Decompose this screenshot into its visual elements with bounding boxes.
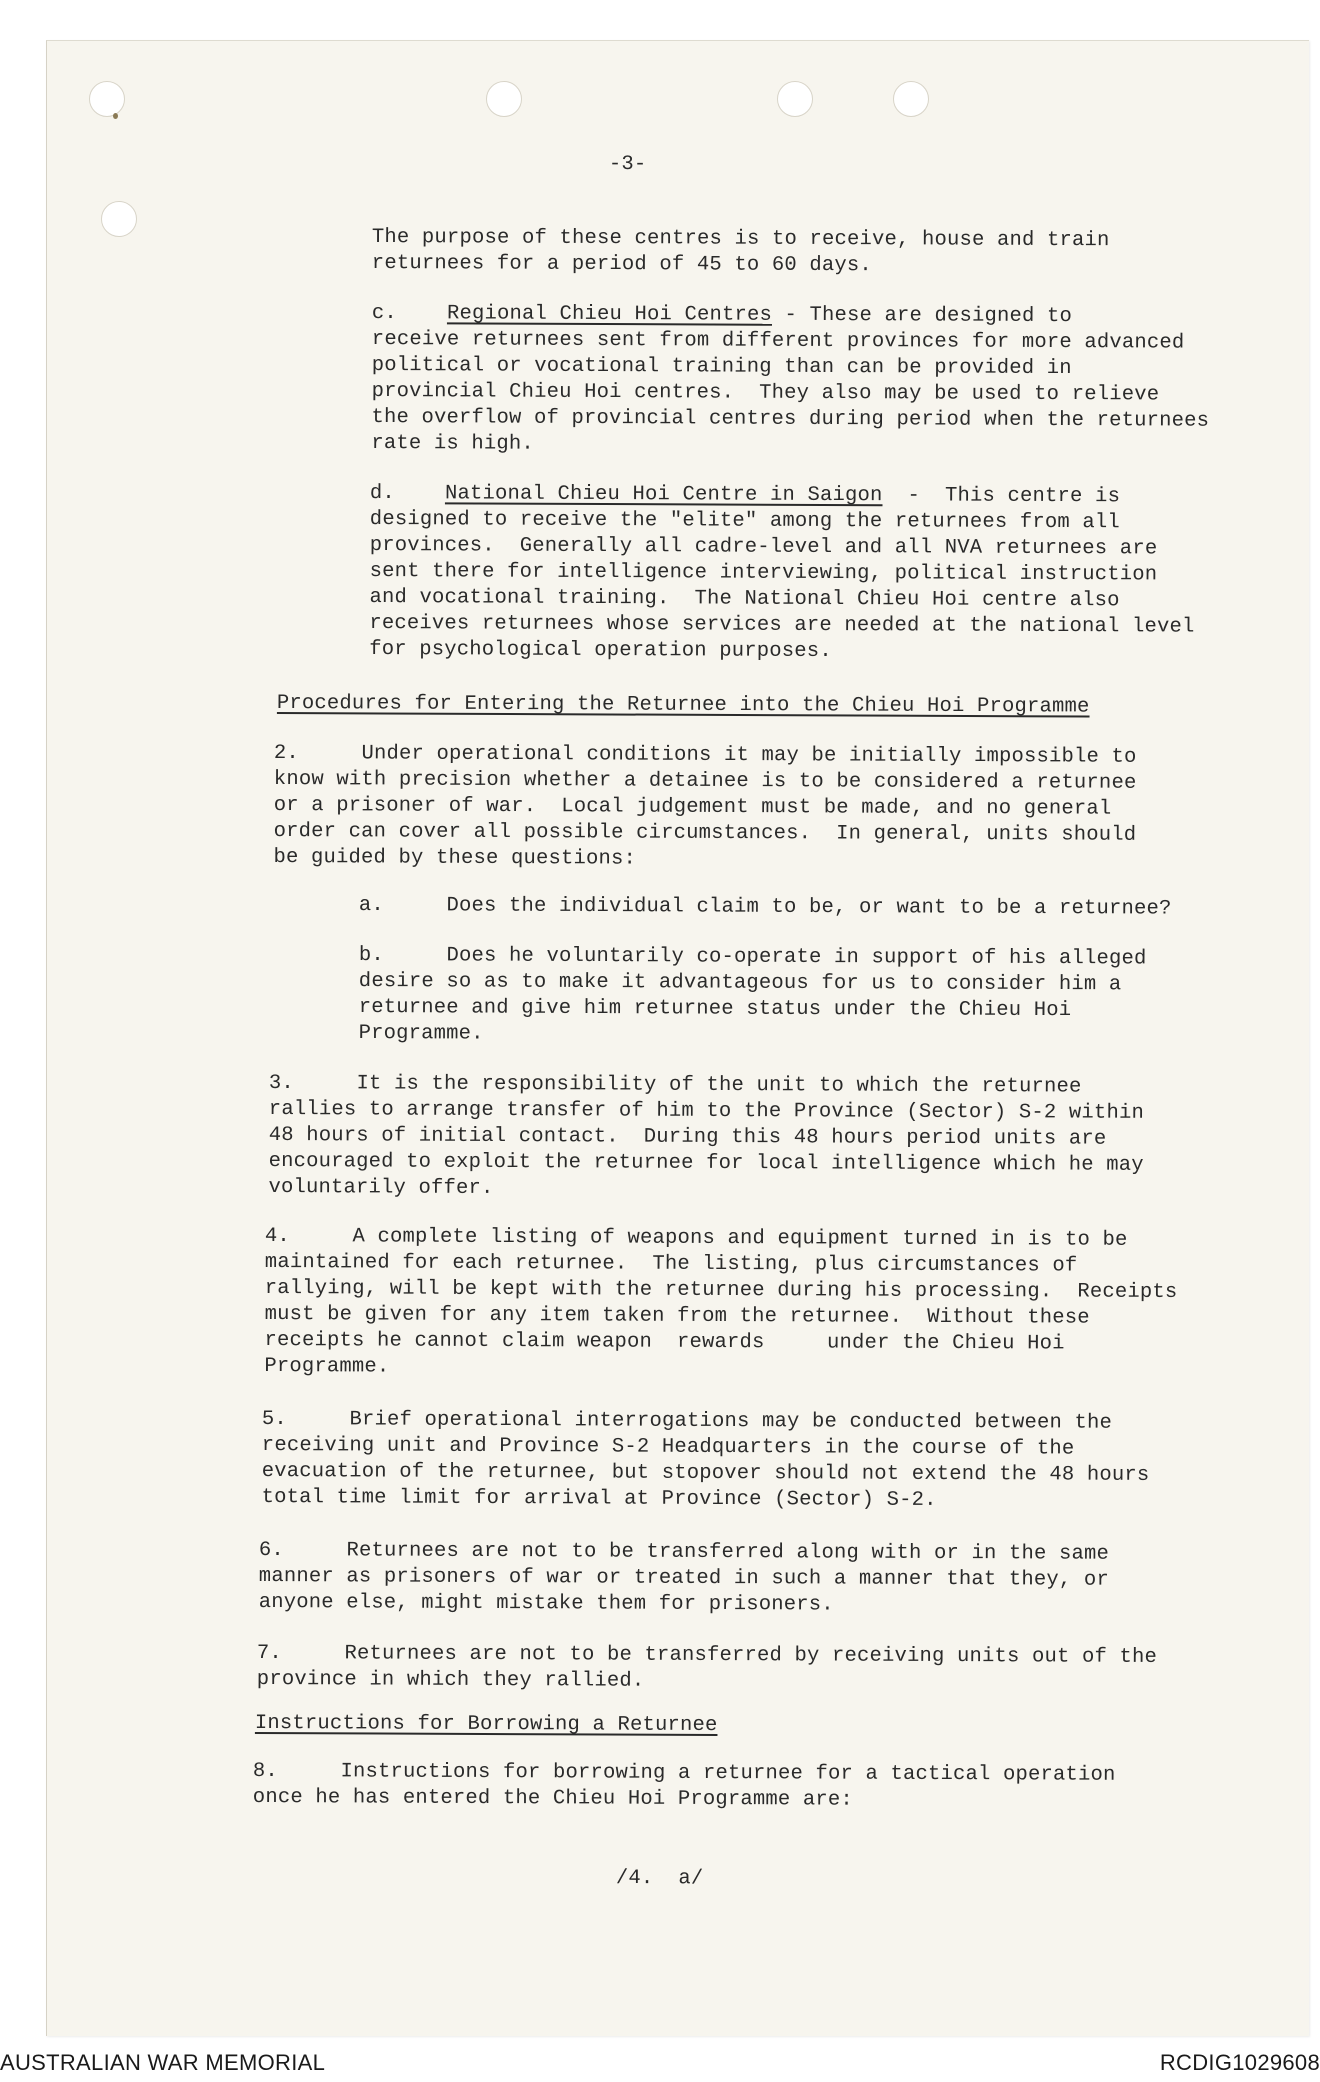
- paragraph-d: [369, 481, 1195, 667]
- paragraph-c-title: Regional Chieu Hoi Centres: [446, 302, 773, 327]
- binder-hole: [893, 81, 929, 117]
- intro-paragraph: The purpose of these centres is to receive, house and train returnees for a period of 45 to 60 days.: [371, 225, 1110, 278]
- paragraph-c: [371, 301, 1209, 461]
- paragraph-7: 7. Returnees are not to be transferred by receiving units out of the province in which they rallied.: [256, 1642, 1158, 1693]
- paragraph-2: 2. Under operational conditions it may be initially impossible to know with precision whether a detainee is to be considered a returnee or a prisoner of war. Local judgement must be made, and no general order can cover all possible circumstances. In general, units should be guided by these questions:: [273, 742, 1137, 871]
- binder-hole: [777, 81, 813, 117]
- paragraph-5: 5. Brief operational interrogations may be conducted between the receiving unit and Province S-2 Headquarters in the course of the evacuation of the returnee, but stopover should not extend the 48 hours total time limit for arrival at Province (Sector) S-2.: [261, 1408, 1150, 1512]
- paragraph-c-label: c.: [371, 302, 398, 326]
- paragraph-c-body: receive returnees sent from different provinces for more advanced political or vocational training than can be provided in provincial Chieu Hoi centres. They also may be used to relieve the overflow of provincial centres during period when the returnees rate is high.: [371, 327, 1210, 456]
- footer-reference-id: RCDIG1029608: [1159, 2050, 1320, 2075]
- section-heading-procedures: Procedures for Entering the Returnee into the Chieu Hoi Programme: [276, 692, 1090, 719]
- binder-hole: [89, 81, 125, 117]
- paragraph-2a: a. Does the individual claim to be, or want to be a returnee?: [358, 894, 1172, 921]
- binder-hole: [486, 81, 522, 117]
- paragraph-3: 3. It is the responsibility of the unit to which the returnee rallies to arrange transfer of him to the Province (Sector) S-2 within 48 hours of initial contact. During this 48 hours period units are encouraged to exploit the returnee for local intelligence which he may voluntarily offer.: [268, 1072, 1145, 1200]
- section-heading-borrowing: Instructions for Borrowing a Returnee: [254, 1712, 718, 1738]
- paragraph-d-lead: - This centre is: [882, 484, 1121, 509]
- paragraph-c-lead: - These are designed to: [771, 303, 1073, 329]
- document-page: [46, 40, 1309, 2036]
- paragraph-6: 6. Returnees are not to be transferred along with or in the same manner as prisoners of war or treated in such a manner that they, or anyone else, might mistake them for prisoners.: [258, 1539, 1110, 1617]
- paragraph-4: 4. A complete listing of weapons and equipment turned in is to be maintained for each returnee. The listing, plus circumstances of rallying, will be kept with the returnee during his processing. Receipts must be given for any item taken from the returnee. Without these receipts he cannot claim weapon rewards under the Chieu Hoi Programme.: [264, 1225, 1178, 1379]
- paragraph-d-label: d.: [369, 482, 396, 506]
- footer-source: AUSTRALIAN WAR MEMORIAL: [0, 2050, 326, 2075]
- paragraph-d-title: National Chieu Hoi Centre in Saigon: [444, 482, 883, 508]
- paragraph-d-body: designed to receive the "elite" among the returnees from all provinces. Generally all cadre-level and all NVA returnees are sent there for intelligence interviewing, political instruction and vocational training. The National Chieu Hoi centre also receives returnees whose services are needed at the national level for psychological operation purposes.: [369, 507, 1195, 664]
- paragraph-2b: b. Does he voluntarily co-operate in support of his alleged desire so as to make it advantageous for us to consider him a returnee and give him returnee status under the Chieu Hoi Programme.: [358, 944, 1147, 1046]
- continuation-marker: /4. a/: [615, 1867, 704, 1891]
- paragraph-8: 8. Instructions for borrowing a returnee for a tactical operation once he has entered the Chieu Hoi Programme are:: [252, 1760, 1116, 1812]
- paper-speck: [113, 113, 118, 119]
- page-number: -3-: [608, 153, 647, 177]
- binder-hole: [101, 201, 137, 237]
